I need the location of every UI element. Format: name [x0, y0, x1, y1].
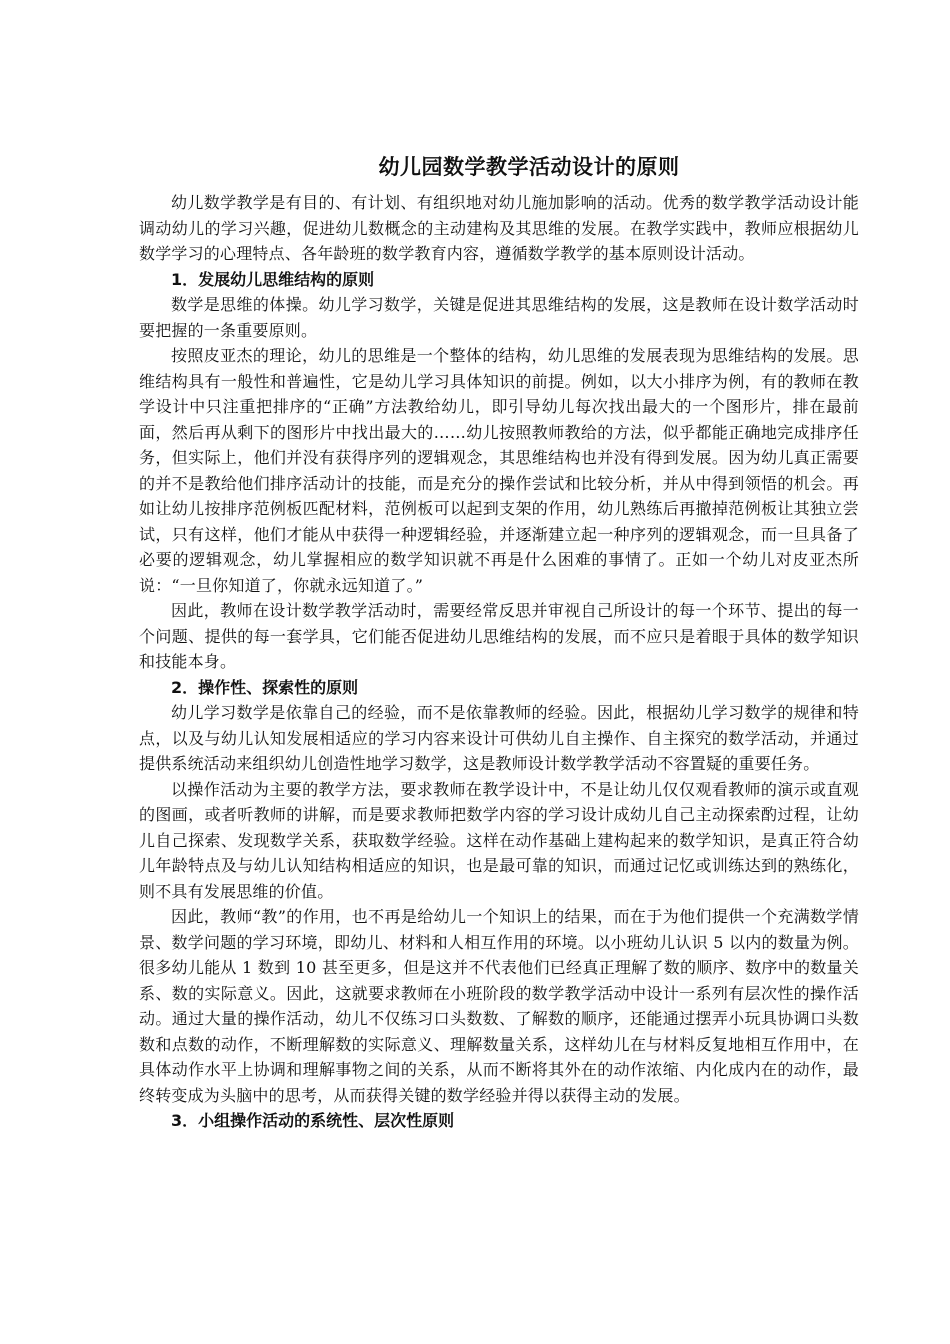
- section-heading-1: 1．发展幼儿思维结构的原则: [171, 269, 375, 289]
- section-heading-2: 2．操作性、探索性的原则: [171, 677, 359, 697]
- section-heading-3: 3．小组操作活动的系统性、层次性原则: [171, 1111, 455, 1130]
- paragraph: 因此，教师“教”的作用，也不再是给幼儿一个知识上的结果，而在于为他们提供一个充满数学情景、数学问题的学习环境，即幼儿、材料和人相互作用的环境。以小班幼儿认识 5 以内的数量为例。很多幼儿能从 1 数到 10 甚至更多，但是这并不代表他们已经真正理解了数的顺序、数序中的数量关系、数的实际意义。因此，这就要求教师在小班阶段的数学教学活动中设计一系列有层次性的操作活动。通过大量的操作活动，幼儿不仅练习口头数数、了解数的顺序，还能通过摆弄小玩具协调口头数数和点数的动作，不断理解数的实际意义、理解数量关系，这样幼儿在与材料反复地相互作用中，在具体动作水平上协调和理解事物之间的关系，从而不断将其外在的动作浓缩、内化成内在的动作，最终转变成为头脑中的思考，从而获得关键的数学经验并得以获得主动的发展。: [139, 907, 859, 1105]
- paragraph: 幼儿学习数学是依靠自己的经验，而不是依靠教师的经验。因此，根据幼儿学习数学的规律和特点，以及与幼儿认知发展相适应的学习内容来设计可供幼儿自主操作、自主探究的数学活动，并通过提供系统活动来组织幼儿创造性地学习数学，这是教师设计数学教学活动不容置疑的重要任务。: [139, 703, 859, 773]
- paragraph: 以操作活动为主要的教学方法，要求教师在教学设计中，不是让幼儿仅仅观看教师的演示或直观的图画，或者听教师的讲解，而是要求教师把数学内容的学习设计成幼儿自己主动探索酌过程，让幼儿自己探索、发现数学关系，获取数学经验。这样在动作基础上建构起来的数学知识，是真正符合幼儿年龄特点及与幼儿认知结构相适应的知识，也是最可靠的知识，而通过记忆或训练达到的熟练化，则不具有发展思维的价值。: [139, 779, 859, 901]
- paragraph: 按照皮亚杰的理论，幼儿的思维是一个整体的结构，幼儿思维的发展表现为思维结构的发展。思维结构具有一般性和普遍性，它是幼儿学习具体知识的前提。例如，以大小排序为例，有的教师在教学设计中只注重把排序的“正确”方法教给幼儿，即引导幼儿每次找出最大的一个图形片，排在最前面，然后再从剩下的图形片中找出最大的……幼儿按照教师教给的方法，似乎都能正确地完成排序任务，但实际上，他们并没有获得序列的逻辑观念，其思维结构也并没有得到发展。因为幼儿真正需要的并不是教给他们排序活动计的技能，而是充分的操作尝试和比较分析，并从中得到领悟的机会。再如让幼儿按排序范例板匹配材料，范例板可以起到支架的作用，幼儿熟练后再撤掉范例板让其独立尝试，只有这样，他们才能从中获得一种逻辑经验，并逐渐建立起一种序列的逻辑观念，而一旦具备了必要的逻辑观念，幼儿掌握相应的数学知识就不再是什么困难的事情了。正如一个幼儿对皮亚杰所说：“一旦你知道了，你就永远知道了。”: [139, 346, 859, 595]
- document-body: [139, 152, 859, 1134]
- intro-paragraph: 幼儿数学教学是有目的、有计划、有组织地对幼儿施加影响的活动。优秀的数学教学活动设计能调动幼儿的学习兴趣，促进幼儿数概念的主动建构及其思维的发展。在教学实践中，教师应根据幼儿数学学习的心理特点、各年龄班的数学教育内容，遵循数学教学的基本原则设计活动。: [139, 193, 859, 263]
- paragraph: 数学是思维的体操。幼儿学习数学，关键是促进其思维结构的发展，这是教师在设计数学活动时要把握的一条重要原则。: [139, 295, 859, 340]
- paragraph: 因此，教师在设计数学教学活动时，需要经常反思并审视自己所设计的每一个环节、提出的每一个问题、提供的每一套学具，它们能否促进幼儿思维结构的发展，而不应只是着眼于具体的数学知识和技能本身。: [139, 601, 859, 671]
- document-title: 幼儿园数学教学活动设计的原则: [378, 155, 680, 179]
